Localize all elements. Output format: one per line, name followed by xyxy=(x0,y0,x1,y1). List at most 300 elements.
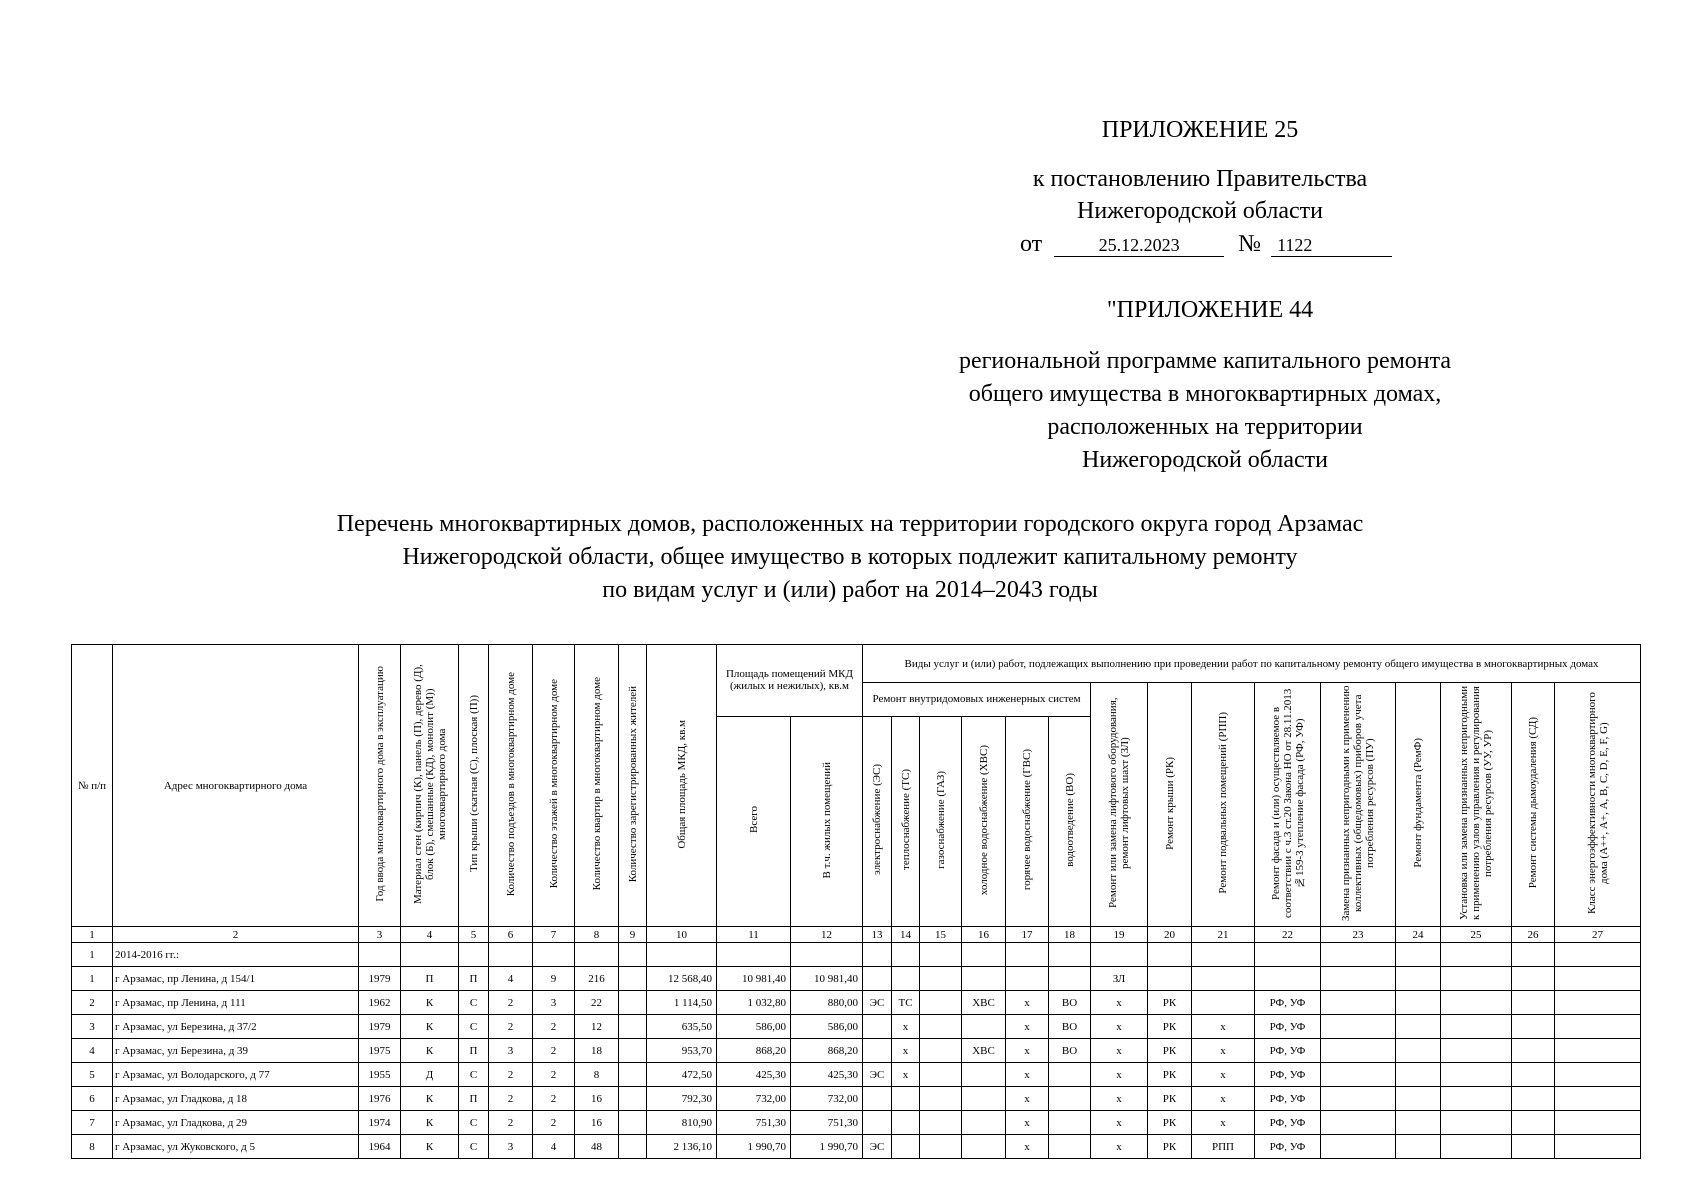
table-cell: 472,50 xyxy=(647,1063,717,1087)
table-cell: П xyxy=(459,1087,489,1111)
table-cell xyxy=(1321,1063,1396,1087)
table-cell xyxy=(1192,991,1255,1015)
resolution-line-2: Нижегородской области xyxy=(1076,198,1324,224)
appendix-title: ПРИЛОЖЕНИЕ 25 xyxy=(1101,117,1299,143)
table-cell: ХВС xyxy=(962,1039,1006,1063)
column-number: 2 xyxy=(113,927,359,943)
column-number: 6 xyxy=(489,927,533,943)
table-cell xyxy=(1255,967,1321,991)
table-cell xyxy=(962,1111,1006,1135)
table-cell xyxy=(920,1087,962,1111)
column-number: 8 xyxy=(575,927,619,943)
table-row xyxy=(72,1087,1641,1111)
table-cell: 6 xyxy=(72,1087,113,1111)
table-cell: 16 xyxy=(575,1087,619,1111)
from-label: от xyxy=(1020,231,1043,257)
table-cell xyxy=(892,1087,920,1111)
column-number: 22 xyxy=(1255,927,1321,943)
table-cell: ЗЛ xyxy=(1091,967,1148,991)
column-number: 1 xyxy=(72,927,113,943)
title-line-2: Нижегородской области, общее имущество в которых подлежит капитальному ремонту xyxy=(402,544,1298,570)
header-gas: газоснабжение (ГАЗ) xyxy=(920,716,962,926)
table-cell: г Арзамас, ул Березина, д 39 xyxy=(113,1039,359,1063)
table-cell xyxy=(962,967,1006,991)
table-cell: С xyxy=(459,991,489,1015)
header-area-total: Всего xyxy=(717,716,791,926)
appendix-header xyxy=(1000,114,1400,146)
header-total-area: Общая площадь МКД, кв.м xyxy=(647,645,717,927)
header-elevator: Ремонт или замена лифтового оборудования, ремонт лифтовых шахт (ЗЛ) xyxy=(1091,683,1148,927)
table-cell: х xyxy=(1091,991,1148,1015)
table-cell xyxy=(1441,1063,1512,1087)
table-cell: 2 xyxy=(489,1111,533,1135)
header-works-group: Виды услуг и (или) работ, подлежащих выполнению при проведении работ по капитальному ремонту общего имущества в многоквартирных домах xyxy=(863,645,1641,683)
table-cell: 2 xyxy=(489,1087,533,1111)
table-cell: х xyxy=(1192,1087,1255,1111)
period-label: 2014-2016 гг.: xyxy=(113,943,359,967)
table-cell: 2 xyxy=(533,1015,575,1039)
table-cell: 216 xyxy=(575,967,619,991)
table-cell xyxy=(1512,1135,1555,1159)
table-cell: К xyxy=(401,1015,459,1039)
table-cell: г Арзамас, ул Гладкова, д 18 xyxy=(113,1087,359,1111)
table-cell xyxy=(1049,1111,1091,1135)
houses-table xyxy=(71,644,1641,1159)
table-row xyxy=(72,1015,1641,1039)
header-roof-type: Тип крыши (скатная (С), плоская (П)) xyxy=(459,645,489,927)
table-cell: х xyxy=(1006,1015,1049,1039)
table-cell: 1979 xyxy=(359,967,401,991)
resolution-line-1: к постановлению Правительства xyxy=(1032,166,1368,192)
table-cell: 2 xyxy=(533,1087,575,1111)
table-cell: 810,90 xyxy=(647,1111,717,1135)
table-cell xyxy=(1321,967,1396,991)
table-cell: х xyxy=(1091,1111,1148,1135)
column-number: 15 xyxy=(920,927,962,943)
table-cell: РК xyxy=(1148,1039,1192,1063)
header-drainage: водоотведение (ВО) xyxy=(1049,716,1091,926)
table-cell xyxy=(1321,1111,1396,1135)
table-cell: 12 568,40 xyxy=(647,967,717,991)
table-cell: РФ, УФ xyxy=(1255,991,1321,1015)
program-line-1: региональной программе капитального ремонта xyxy=(958,348,1452,374)
table-cell xyxy=(1555,1087,1641,1111)
table-cell: х xyxy=(1091,1015,1148,1039)
header-engineering-group: Ремонт внутридомовых инженерных систем xyxy=(863,683,1091,717)
header-control-nodes: Установка или замена признанных непригодными к применению узлов управления и регулирования потребления ресурсов (УУ, УР) xyxy=(1441,683,1512,927)
table-cell: К xyxy=(401,1135,459,1159)
table-cell: ХВС xyxy=(962,991,1006,1015)
program-line-3: расположенных на территории xyxy=(1047,414,1363,440)
column-number: 26 xyxy=(1512,927,1555,943)
table-cell xyxy=(1321,1015,1396,1039)
table-cell: г Арзамас, пр Ленина, д 111 xyxy=(113,991,359,1015)
table-cell xyxy=(1049,1087,1091,1111)
table-cell: РПП xyxy=(1192,1135,1255,1159)
table-cell xyxy=(892,1111,920,1135)
table-cell: 732,00 xyxy=(717,1087,791,1111)
table-cell: 1 114,50 xyxy=(647,991,717,1015)
table-cell: х xyxy=(1192,1111,1255,1135)
table-cell: 9 xyxy=(533,967,575,991)
table-cell: К xyxy=(401,1039,459,1063)
table-cell xyxy=(1049,967,1091,991)
number-label: № xyxy=(1238,231,1262,257)
resolution-number: 1122 xyxy=(1271,234,1392,257)
table-cell: 751,30 xyxy=(791,1111,863,1135)
table-cell: 8 xyxy=(575,1063,619,1087)
appendix-44-title: "ПРИЛОЖЕНИЕ 44 xyxy=(1106,297,1314,323)
table-cell: х xyxy=(892,1039,920,1063)
table-row xyxy=(72,967,1641,991)
table-cell: х xyxy=(1192,1015,1255,1039)
table-row xyxy=(72,1039,1641,1063)
header-year: Год ввода многоквартирного дома в эксплуатацию xyxy=(359,645,401,927)
table-cell: 3 xyxy=(489,1039,533,1063)
column-number: 21 xyxy=(1192,927,1255,943)
table-cell: г Арзамас, ул Березина, д 37/2 xyxy=(113,1015,359,1039)
table-cell: ВО xyxy=(1049,1039,1091,1063)
header-apartments: Количество квартир в многоквартирном доме xyxy=(575,645,619,927)
table-cell: х xyxy=(892,1063,920,1087)
table-cell: 1 032,80 xyxy=(717,991,791,1015)
table-cell: П xyxy=(459,1039,489,1063)
table-cell: 425,30 xyxy=(717,1063,791,1087)
column-number: 13 xyxy=(863,927,892,943)
table-row xyxy=(72,991,1641,1015)
table-cell xyxy=(863,1039,892,1063)
table-cell: 2 xyxy=(489,1063,533,1087)
table-cell xyxy=(962,1135,1006,1159)
table-cell xyxy=(863,967,892,991)
table-cell: 7 xyxy=(72,1111,113,1135)
table-cell xyxy=(863,1015,892,1039)
table-cell xyxy=(619,1111,647,1135)
table-cell xyxy=(619,1087,647,1111)
table-cell xyxy=(1512,1111,1555,1135)
table-cell: С xyxy=(459,1015,489,1039)
table-cell xyxy=(962,1015,1006,1039)
table-cell: РК xyxy=(1148,1135,1192,1159)
table-cell xyxy=(920,967,962,991)
table-cell xyxy=(619,1039,647,1063)
table-cell xyxy=(1441,1015,1512,1039)
table-cell: х xyxy=(1091,1039,1148,1063)
table-cell: х xyxy=(1006,1063,1049,1087)
resolution-date: 25.12.2023 xyxy=(1054,234,1224,257)
column-number: 5 xyxy=(459,927,489,943)
table-cell: РК xyxy=(1148,991,1192,1015)
table-cell: 4 xyxy=(72,1039,113,1063)
table-cell: х xyxy=(1006,991,1049,1015)
table-cell xyxy=(1512,1039,1555,1063)
table-body xyxy=(72,927,1641,1159)
table-cell: П xyxy=(401,967,459,991)
header-entrances: Количество подъездов в многоквартирном доме xyxy=(489,645,533,927)
table-cell: х xyxy=(1192,1063,1255,1087)
table-cell xyxy=(962,1063,1006,1087)
table-cell xyxy=(1555,1111,1641,1135)
table-cell: 635,50 xyxy=(647,1015,717,1039)
table-cell xyxy=(1441,1135,1512,1159)
table-cell: 5 xyxy=(72,1063,113,1087)
table-cell: РФ, УФ xyxy=(1255,1135,1321,1159)
header-premises-area: Площадь помещений МКД (жилых и нежилых), кв.м xyxy=(717,645,863,717)
table-cell: г Арзамас, ул Гладкова, д 29 xyxy=(113,1111,359,1135)
table-cell xyxy=(619,967,647,991)
table-cell: С xyxy=(459,1111,489,1135)
table-cell: К xyxy=(401,1111,459,1135)
table-cell xyxy=(892,967,920,991)
table-cell: х xyxy=(892,1015,920,1039)
table-cell: РК xyxy=(1148,1015,1192,1039)
table-cell xyxy=(920,1135,962,1159)
program-line-2: общего имущества в многоквартирных домах, xyxy=(968,381,1442,407)
table-cell xyxy=(1555,967,1641,991)
table-cell xyxy=(1555,1039,1641,1063)
column-number: 12 xyxy=(791,927,863,943)
table-cell: ЭС xyxy=(863,1135,892,1159)
table-cell: С xyxy=(459,1135,489,1159)
table-cell xyxy=(1396,1111,1441,1135)
table-cell: ВО xyxy=(1049,1015,1091,1039)
table-cell xyxy=(1192,967,1255,991)
column-numbers-row xyxy=(72,927,1641,943)
table-cell xyxy=(920,1015,962,1039)
table-cell xyxy=(619,1063,647,1087)
table-cell xyxy=(619,1135,647,1159)
header-smoke-removal: Ремонт системы дымоудаления (СД) xyxy=(1512,683,1555,927)
table-cell xyxy=(892,1135,920,1159)
table-cell: 880,00 xyxy=(791,991,863,1015)
table-cell: РФ, УФ xyxy=(1255,1063,1321,1087)
column-number: 23 xyxy=(1321,927,1396,943)
table-cell: х xyxy=(1192,1039,1255,1063)
table-cell: 10 981,40 xyxy=(791,967,863,991)
table-cell xyxy=(1512,1015,1555,1039)
table-cell: 12 xyxy=(575,1015,619,1039)
table-cell xyxy=(1396,1087,1441,1111)
table-cell: х xyxy=(1006,1039,1049,1063)
table-cell: 16 xyxy=(575,1111,619,1135)
table-cell: 1955 xyxy=(359,1063,401,1087)
table-cell xyxy=(1396,967,1441,991)
table-cell: 4 xyxy=(489,967,533,991)
resolution-reference xyxy=(950,163,1450,227)
table-cell xyxy=(1555,991,1641,1015)
header-heating: теплоснабжение (ТС) xyxy=(892,716,920,926)
column-number: 10 xyxy=(647,927,717,943)
table-cell xyxy=(1441,1111,1512,1135)
program-reference xyxy=(880,345,1530,477)
table-cell: РФ, УФ xyxy=(1255,1087,1321,1111)
table-cell xyxy=(1396,1039,1441,1063)
table-cell xyxy=(1441,991,1512,1015)
table-cell: РК xyxy=(1148,1111,1192,1135)
table-cell: 8 xyxy=(72,1135,113,1159)
table-cell xyxy=(1441,1039,1512,1063)
table-cell: 22 xyxy=(575,991,619,1015)
column-number: 20 xyxy=(1148,927,1192,943)
table-cell: 1 990,70 xyxy=(791,1135,863,1159)
header-floors: Количество этажей в многоквартирном доме xyxy=(533,645,575,927)
table-cell: 2 xyxy=(489,991,533,1015)
header-address: Адрес многоквартирного дома xyxy=(113,645,359,927)
header-cold-water: холодное водоснабжение (ХВС) xyxy=(962,716,1006,926)
table-cell: х xyxy=(1091,1087,1148,1111)
column-number: 27 xyxy=(1555,927,1641,943)
table-cell: РК xyxy=(1148,1063,1192,1087)
table-cell: 1976 xyxy=(359,1087,401,1111)
table-cell xyxy=(1441,967,1512,991)
header-area-residential: В т.ч. жилых помещений xyxy=(791,716,863,926)
table-cell: 1979 xyxy=(359,1015,401,1039)
column-number: 4 xyxy=(401,927,459,943)
table-cell xyxy=(1396,1063,1441,1087)
column-number: 9 xyxy=(619,927,647,943)
table-cell xyxy=(1555,1063,1641,1087)
table-cell xyxy=(1555,1015,1641,1039)
table-cell: РК xyxy=(1148,1087,1192,1111)
table-cell: 868,20 xyxy=(791,1039,863,1063)
table-cell xyxy=(920,1063,962,1087)
column-number: 17 xyxy=(1006,927,1049,943)
table-cell xyxy=(1396,1135,1441,1159)
header-roof-repair: Ремонт крыши (РК) xyxy=(1148,683,1192,927)
table-cell: г Арзамас, пр Ленина, д 154/1 xyxy=(113,967,359,991)
table-cell: 2 xyxy=(489,1015,533,1039)
table-cell xyxy=(1321,991,1396,1015)
table-cell: 1974 xyxy=(359,1111,401,1135)
table-cell: х xyxy=(1091,1135,1148,1159)
table-cell xyxy=(619,1015,647,1039)
table-cell: х xyxy=(1006,1087,1049,1111)
table-cell: К xyxy=(401,1087,459,1111)
header-num: № п/п xyxy=(72,645,113,927)
table-cell: 2 xyxy=(72,991,113,1015)
table-cell: 18 xyxy=(575,1039,619,1063)
table-cell xyxy=(1321,1135,1396,1159)
column-number: 14 xyxy=(892,927,920,943)
table-cell: х xyxy=(1006,1135,1049,1159)
table-cell: ЭС xyxy=(863,991,892,1015)
column-number: 19 xyxy=(1091,927,1148,943)
table-cell: С xyxy=(459,1063,489,1087)
table-cell xyxy=(1148,967,1192,991)
table-cell: 2 136,10 xyxy=(647,1135,717,1159)
table-cell: ЭС xyxy=(863,1063,892,1087)
table-cell xyxy=(1512,1087,1555,1111)
table-cell xyxy=(1512,1063,1555,1087)
table-cell: 2 xyxy=(533,1111,575,1135)
table-cell xyxy=(920,991,962,1015)
header-meters: Замена признанных непригодными к применению коллективных (общедомовых) приборов учета потребления ресурсов (ПУ) xyxy=(1321,683,1396,927)
column-number: 18 xyxy=(1049,927,1091,943)
column-number: 24 xyxy=(1396,927,1441,943)
table-cell: 4 xyxy=(533,1135,575,1159)
table-cell: 732,00 xyxy=(791,1087,863,1111)
table-cell: х xyxy=(1006,1111,1049,1135)
table-cell: П xyxy=(459,967,489,991)
table-cell: 1 xyxy=(72,967,113,991)
table-cell xyxy=(1049,1063,1091,1087)
table-cell: 425,30 xyxy=(791,1063,863,1087)
table-cell: РФ, УФ xyxy=(1255,1111,1321,1135)
table-cell: К xyxy=(401,991,459,1015)
header-foundation: Ремонт фундамента (РемФ) xyxy=(1396,683,1441,927)
table-cell xyxy=(863,1111,892,1135)
period-row xyxy=(72,943,1641,967)
table-row xyxy=(72,1111,1641,1135)
table-cell: х xyxy=(1091,1063,1148,1087)
table-cell: 10 981,40 xyxy=(717,967,791,991)
table-cell: 2 xyxy=(533,1039,575,1063)
header-basement: Ремонт подвальных помещений (РПП) xyxy=(1192,683,1255,927)
table-cell xyxy=(920,1111,962,1135)
table-cell: 1964 xyxy=(359,1135,401,1159)
period-num: 1 xyxy=(72,943,113,967)
table-cell: РФ, УФ xyxy=(1255,1039,1321,1063)
header-electricity: электроснабжение (ЭС) xyxy=(863,716,892,926)
table-cell xyxy=(1555,1135,1641,1159)
table-cell xyxy=(1321,1039,1396,1063)
program-line-4: Нижегородской области xyxy=(1081,447,1329,473)
table-cell: ВО xyxy=(1049,991,1091,1015)
header-facade: Ремонт фасада и (или) осуществляемое в соответствии с ч.3 ст.20 Закона НО от 28.11.2013 №159-З утепление фасада (РФ, УФ) xyxy=(1255,683,1321,927)
table-row xyxy=(72,1063,1641,1087)
table-cell: 751,30 xyxy=(717,1111,791,1135)
table-cell: г Арзамас, ул Жуковского, д 5 xyxy=(113,1135,359,1159)
table-row xyxy=(72,1135,1641,1159)
table-cell: 1 990,70 xyxy=(717,1135,791,1159)
table-cell xyxy=(962,1087,1006,1111)
column-number: 25 xyxy=(1441,927,1512,943)
table-cell xyxy=(863,1087,892,1111)
table-cell xyxy=(1441,1087,1512,1111)
table-cell: РФ, УФ xyxy=(1255,1015,1321,1039)
date-number-line xyxy=(1020,228,1440,260)
table-cell xyxy=(1049,1135,1091,1159)
column-number: 3 xyxy=(359,927,401,943)
table-cell: 868,20 xyxy=(717,1039,791,1063)
table-cell xyxy=(1321,1087,1396,1111)
document-title xyxy=(150,508,1550,607)
column-number: 16 xyxy=(962,927,1006,943)
column-number: 7 xyxy=(533,927,575,943)
table-cell xyxy=(1006,967,1049,991)
table-cell: г Арзамас, ул Володарского, д 77 xyxy=(113,1063,359,1087)
table-cell: 3 xyxy=(533,991,575,1015)
table-cell: ТС xyxy=(892,991,920,1015)
table-cell: 1975 xyxy=(359,1039,401,1063)
table-cell: 2 xyxy=(533,1063,575,1087)
title-line-3: по видам услуг и (или) работ на 2014–2043 годы xyxy=(602,577,1098,603)
table-cell: 48 xyxy=(575,1135,619,1159)
table-cell xyxy=(1512,991,1555,1015)
table-cell xyxy=(1512,967,1555,991)
column-number: 11 xyxy=(717,927,791,943)
table-cell xyxy=(920,1039,962,1063)
header-energy-class: Класс энергоэффективности многоквартирного дома (А++, А+, А, B, C, D, E, F, G) xyxy=(1555,683,1641,927)
table-cell: 953,70 xyxy=(647,1039,717,1063)
table-cell: 3 xyxy=(72,1015,113,1039)
header-hot-water: горячее водоснабжение (ГВС) xyxy=(1006,716,1049,926)
table-cell: 792,30 xyxy=(647,1087,717,1111)
table-cell xyxy=(1396,991,1441,1015)
table-cell: 1962 xyxy=(359,991,401,1015)
table-cell xyxy=(1396,1015,1441,1039)
title-line-1: Перечень многоквартирных домов, расположенных на территории городского округа город Арзамас xyxy=(336,511,1364,537)
